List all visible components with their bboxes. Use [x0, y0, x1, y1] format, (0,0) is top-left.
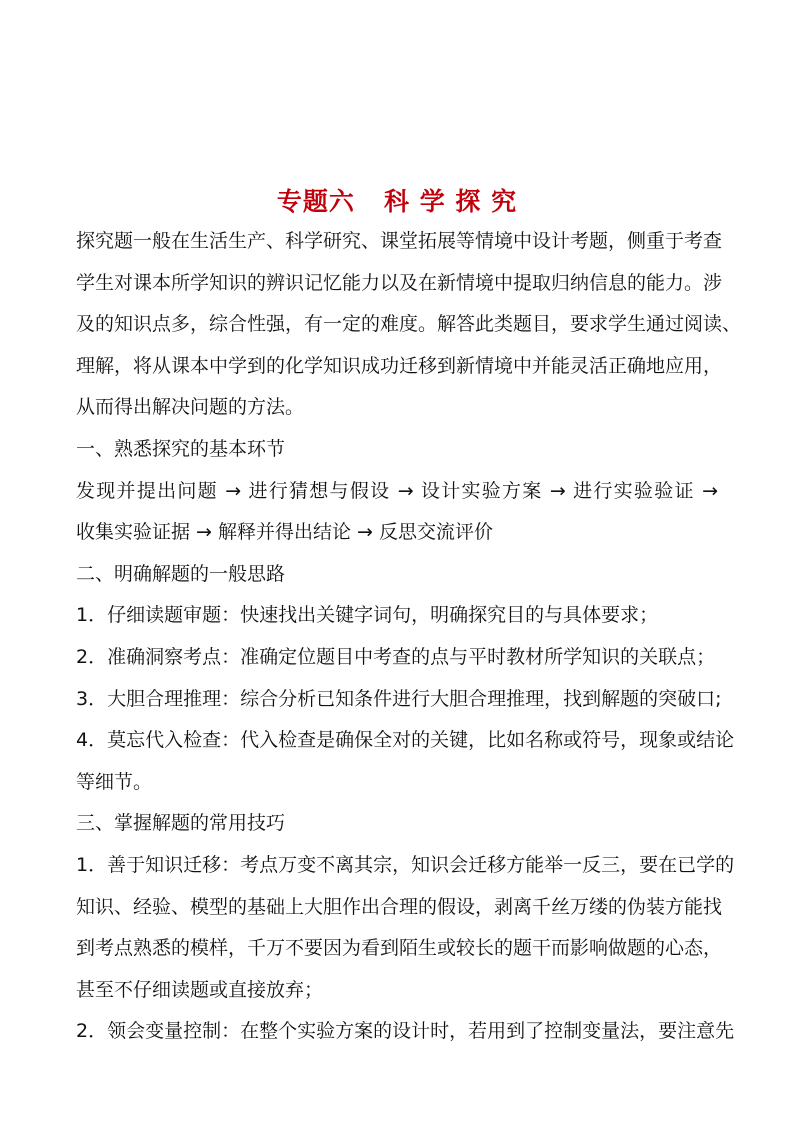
list-item-continuation: 到考点熟悉的模样，千万不要因为看到陌生或较长的题干而影响做题的心态， — [76, 937, 723, 960]
document-title: 专题六 科 学 探 究 — [276, 187, 518, 216]
paragraph-line: 理解，将从课本中学到的化学知识成功迁移到新情境中并能灵活正确地应用， — [76, 354, 723, 377]
paragraph-line: 探究题一般在生活生产、科学研究、课堂拓展等情境中设计考题，侧重于考查 — [76, 230, 723, 252]
list-item-continuation: 等细节。 — [76, 770, 153, 793]
document-body — [76, 221, 742, 1053]
list-item: 4．莫忘代入检查：代入检查是确保全对的关键，比如名称或符号，现象或结论 — [76, 729, 735, 752]
list-item-continuation: 甚至不仔细读题或直接放弃； — [76, 978, 324, 1001]
list-item: 1．仔细读题审题：快速找出关键字词句，明确探究目的与具体要求； — [76, 604, 659, 627]
list-item: 2．领会变量控制：在整个实验方案的设计时，若用到了控制变量法，要注意先 — [76, 1020, 735, 1043]
list-item: 2．准确洞察考点：准确定位题目中考查的点与平时教材所学知识的关联点； — [76, 645, 716, 668]
section-heading: 三、掌握解题的常用技巧 — [76, 812, 286, 835]
section-heading: 一、熟悉探究的基本环节 — [76, 437, 286, 460]
flow-line: 发现并提出问题 → 进行猜想与假设 → 设计实验方案 → 进行实验验证 → — [76, 479, 718, 502]
list-item-continuation: 知识、经验、模型的基础上大胆作出合理的假设，剥离千丝万缕的伪装方能找 — [76, 895, 723, 918]
flow-line: 收集实验证据 → 解释并得出结论 → 反思交流评价 — [76, 521, 493, 544]
paragraph-line: 及的知识点多，综合性强，有一定的难度。解答此类题目，要求学生通过阅读、 — [76, 313, 742, 336]
paragraph-line: 从而得出解决问题的方法。 — [76, 396, 305, 419]
list-item: 1．善于知识迁移：考点万变不离其宗，知识会迁移方能举一反三，要在已学的 — [76, 853, 735, 876]
list-item: 3．大胆合理推理：综合分析已知条件进行大胆合理推理，找到解题的突破口; — [76, 687, 722, 710]
section-heading: 二、明确解题的一般思路 — [76, 562, 286, 585]
paragraph-line: 学生对课本所学知识的辨识记忆能力以及在新情境中提取归纳信息的能力。涉 — [76, 271, 723, 294]
